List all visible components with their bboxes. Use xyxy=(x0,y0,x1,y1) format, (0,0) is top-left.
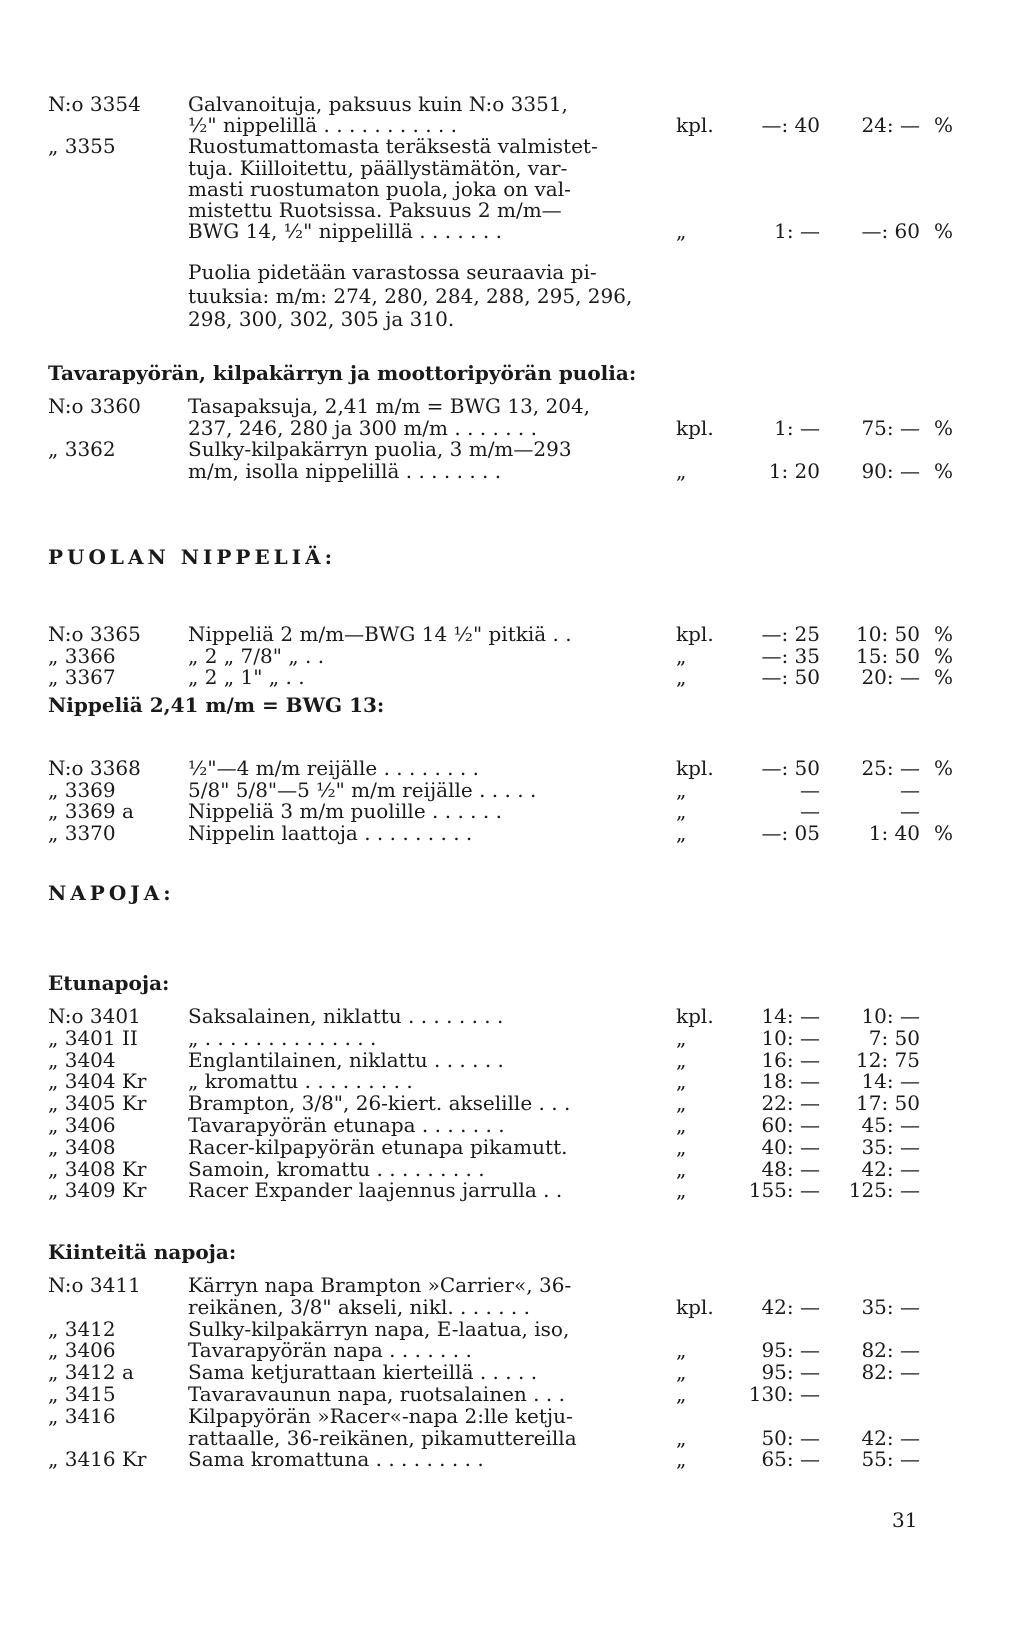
item-unit: kpl. xyxy=(676,113,714,138)
percent-sign: % xyxy=(934,820,954,845)
item-description: Tavaravaunun napa, ruotsalainen . . . xyxy=(188,1382,565,1406)
item-description: Tavarapyörän etunapa . . . . . . . xyxy=(188,1113,505,1137)
catalog-row xyxy=(0,1404,1024,1428)
item-unit: „ xyxy=(676,219,687,244)
percent-sign: % xyxy=(934,458,954,483)
price-each: 60: — xyxy=(761,1113,820,1137)
price-each: 130: — xyxy=(748,1382,820,1406)
heading-puolan-nippelia: PUOLAN NIPPELIÄ: xyxy=(48,545,337,569)
price-per-hundred: 24: — xyxy=(861,113,920,138)
item-code: „ 3362 xyxy=(48,437,116,462)
item-description: Nippelin laattoja . . . . . . . . . xyxy=(188,820,473,845)
price-each: 22: — xyxy=(761,1091,820,1116)
price-per-hundred: 14: — xyxy=(861,1069,920,1094)
price-per-hundred: 75: — xyxy=(861,415,920,440)
item-description: Tasapaksuja, 2,41 m/m = BWG 13, 204, xyxy=(188,394,591,418)
price-per-hundred: 45: — xyxy=(861,1113,920,1137)
item-code: „ 3415 xyxy=(48,1382,116,1406)
catalog-row xyxy=(0,622,1024,646)
item-code: „ 3369 a xyxy=(48,799,134,824)
price-each: 95: — xyxy=(761,1360,820,1385)
price-per-hundred: 42: — xyxy=(861,1425,920,1450)
catalog-row xyxy=(0,665,1024,689)
price-each: 1: — xyxy=(774,219,820,244)
price-each: —: 50 xyxy=(761,665,820,690)
item-code: „ 3369 xyxy=(48,777,116,802)
item-code: „ 3370 xyxy=(48,820,116,845)
catalog-row xyxy=(0,1273,1024,1297)
price-per-hundred: 25: — xyxy=(861,756,920,780)
price-per-hundred: 90: — xyxy=(861,458,920,483)
item-code: „ 3408 Kr xyxy=(48,1156,147,1181)
item-code: „ 3405 Kr xyxy=(48,1091,147,1116)
price-per-hundred: 35: — xyxy=(861,1134,920,1159)
catalog-row xyxy=(0,1360,1024,1384)
price-per-hundred: 125: — xyxy=(848,1178,920,1203)
item-description: Brampton, 3/8", 26-kiert. akselille . . . xyxy=(188,1091,571,1116)
item-description: Kilpapyörän »Racer«-napa 2:lle ketju- xyxy=(188,1403,573,1428)
item-code: N:o 3354 xyxy=(48,92,141,116)
heading-tavarapyoran-puolia: Tavarapyörän, kilpakärryn ja moottoripyörän puolia: xyxy=(48,361,637,385)
paragraph-line xyxy=(0,260,1024,284)
percent-sign: % xyxy=(934,113,954,138)
item-description: Sulky-kilpakärryn puolia, 3 m/m—293 xyxy=(188,437,572,462)
catalog-row xyxy=(0,1317,1024,1341)
catalog-row xyxy=(0,1135,1024,1159)
price-each: —: 40 xyxy=(761,113,820,138)
item-code: N:o 3365 xyxy=(48,622,141,646)
item-description: reikänen, 3/8" akseli, nikl. . . . . . . xyxy=(188,1294,530,1319)
item-description: Kärryn napa Brampton »Carrier«, 36- xyxy=(188,1273,572,1297)
item-unit: „ xyxy=(676,1113,687,1137)
item-description: Samoin, kromattu . . . . . . . . . xyxy=(188,1156,485,1181)
catalog-row xyxy=(0,756,1024,780)
price-per-hundred: 20: — xyxy=(861,665,920,690)
item-description: m/m, isolla nippelillä . . . . . . . . xyxy=(188,458,502,483)
item-code: „ 3355 xyxy=(48,134,116,159)
item-description: BWG 14, ½" nippelillä . . . . . . . xyxy=(188,219,502,244)
price-each: 16: — xyxy=(761,1047,820,1072)
price-per-hundred: — xyxy=(900,799,920,824)
catalog-row xyxy=(0,1178,1024,1202)
price-per-hundred: 82: — xyxy=(861,1360,920,1385)
catalog-row xyxy=(0,1004,1024,1028)
item-description: Galvanoituja, paksuus kuin N:o 3351, xyxy=(188,92,568,116)
item-code: N:o 3411 xyxy=(48,1273,141,1297)
paragraph-line xyxy=(0,307,1024,331)
item-unit: kpl. xyxy=(676,756,714,780)
price-per-hundred: 7: 50 xyxy=(868,1025,920,1050)
item-code: „ 3401 II xyxy=(48,1025,138,1050)
item-code: „ 3404 xyxy=(48,1047,116,1072)
price-each: 42: — xyxy=(761,1294,820,1319)
price-per-hundred: 42: — xyxy=(861,1156,920,1181)
item-description: Nippeliä 2 m/m—BWG 14 ½" pitkiä . . xyxy=(188,622,572,646)
item-unit: kpl. xyxy=(676,415,714,440)
item-code: „ 3404 Kr xyxy=(48,1069,147,1094)
catalog-row xyxy=(0,394,1024,418)
item-code: „ 3409 Kr xyxy=(48,1178,147,1203)
item-code: „ 3367 xyxy=(48,665,116,690)
price-each: 1: — xyxy=(774,415,820,440)
price-per-hundred: —: 60 xyxy=(861,219,920,244)
item-unit: „ xyxy=(676,1069,687,1094)
catalog-row xyxy=(0,1426,1024,1450)
item-unit: „ xyxy=(676,1025,687,1050)
item-description: Ruostumattomasta teräksestä valmistet- xyxy=(188,134,598,159)
price-each: 10: — xyxy=(761,1025,820,1050)
catalog-row xyxy=(0,778,1024,802)
item-unit: „ xyxy=(676,1338,687,1363)
catalog-row xyxy=(0,219,1024,243)
price-each: 65: — xyxy=(761,1447,820,1472)
percent-sign: % xyxy=(934,643,954,668)
price-each: 14: — xyxy=(761,1004,820,1028)
item-unit: „ xyxy=(676,1091,687,1116)
price-each: —: 35 xyxy=(761,643,820,668)
price-per-hundred: 10: 50 xyxy=(856,622,920,646)
catalog-row xyxy=(0,1382,1024,1406)
item-code: „ 3412 a xyxy=(48,1360,134,1385)
item-code: „ 3412 xyxy=(48,1316,116,1341)
price-each: 18: — xyxy=(761,1069,820,1094)
item-description: Racer-kilpapyörän etunapa pikamutt. xyxy=(188,1134,568,1159)
price-per-hundred: 55: — xyxy=(861,1447,920,1472)
catalog-row xyxy=(0,1026,1024,1050)
catalog-row xyxy=(0,1113,1024,1137)
price-per-hundred: 17: 50 xyxy=(856,1091,920,1116)
item-unit: „ xyxy=(676,1047,687,1072)
item-description: Englantilainen, niklattu . . . . . . xyxy=(188,1047,504,1072)
percent-sign: % xyxy=(934,219,954,244)
paragraph-text: 298, 300, 302, 305 ja 310. xyxy=(188,307,455,331)
price-each: 40: — xyxy=(761,1134,820,1159)
item-unit: „ xyxy=(676,458,687,483)
item-unit: „ xyxy=(676,777,687,802)
item-description: Sulky-kilpakärryn napa, E-laatua, iso, xyxy=(188,1316,570,1341)
price-each: 50: — xyxy=(761,1425,820,1450)
price-each: — xyxy=(800,799,820,824)
price-each: —: 05 xyxy=(761,820,820,845)
price-each: — xyxy=(800,777,820,802)
item-description: masti ruostumaton puola, joka on val- xyxy=(188,176,571,201)
item-description: Racer Expander laajennus jarrulla . . xyxy=(188,1178,563,1203)
catalog-row xyxy=(0,437,1024,461)
item-description: „ 2 „ 7/8" „ . . xyxy=(188,643,325,668)
catalog-row xyxy=(0,459,1024,483)
item-code: „ 3366 xyxy=(48,643,116,668)
item-unit: „ xyxy=(676,1425,687,1450)
item-code: N:o 3368 xyxy=(48,756,141,780)
item-code: „ 3408 xyxy=(48,1134,116,1159)
heading-napoja: NAPOJA: xyxy=(48,881,175,905)
catalog-row xyxy=(0,416,1024,440)
item-unit: „ xyxy=(676,1134,687,1159)
item-unit: „ xyxy=(676,820,687,845)
catalog-row xyxy=(0,1447,1024,1471)
item-description: „ . . . . . . . . . . . . . . xyxy=(188,1025,377,1050)
percent-sign: % xyxy=(934,622,954,646)
price-per-hundred: 1: 40 xyxy=(868,820,920,845)
item-description: Nippeliä 3 m/m puolille . . . . . . xyxy=(188,799,502,824)
item-description: Tavarapyörän napa . . . . . . . xyxy=(188,1338,472,1363)
item-description: 237, 246, 280 ja 300 m/m . . . . . . . xyxy=(188,415,537,440)
percent-sign: % xyxy=(934,756,954,780)
paragraph-line xyxy=(0,284,1024,308)
paragraph-text: tuuksia: m/m: 274, 280, 284, 288, 295, 296, xyxy=(188,283,633,308)
catalog-row xyxy=(0,1338,1024,1362)
item-description: „ kromattu . . . . . . . . . xyxy=(188,1069,413,1094)
item-unit: „ xyxy=(676,799,687,824)
price-each: 48: — xyxy=(761,1156,820,1181)
price-per-hundred: 15: 50 xyxy=(856,643,920,668)
item-unit: „ xyxy=(676,1447,687,1472)
page-number: 31 xyxy=(892,1508,918,1532)
price-each: 1: 20 xyxy=(768,458,820,483)
percent-sign: % xyxy=(934,665,954,690)
item-description: 5/8" 5/8"—5 ½" m/m reijälle . . . . . xyxy=(188,777,537,802)
item-unit: kpl. xyxy=(676,1004,714,1028)
price-each: —: 50 xyxy=(761,756,820,780)
catalog-row xyxy=(0,1157,1024,1181)
item-description: Saksalainen, niklattu . . . . . . . . xyxy=(188,1004,504,1028)
item-description: Sama kromattuna . . . . . . . . . xyxy=(188,1447,484,1472)
price-per-hundred: 82: — xyxy=(861,1338,920,1363)
catalog-row xyxy=(0,1048,1024,1072)
price-per-hundred: — xyxy=(900,777,920,802)
price-each: 95: — xyxy=(761,1338,820,1363)
catalog-row xyxy=(0,821,1024,845)
item-unit: „ xyxy=(676,665,687,690)
paragraph-text: Puolia pidetään varastossa seuraavia pi- xyxy=(188,260,597,284)
item-code: „ 3406 xyxy=(48,1113,116,1137)
item-description: Sama ketjurattaan kierteillä . . . . . xyxy=(188,1360,538,1385)
item-unit: kpl. xyxy=(676,1294,714,1319)
percent-sign: % xyxy=(934,415,954,440)
item-unit: „ xyxy=(676,1382,687,1406)
item-description: „ 2 „ 1" „ . . xyxy=(188,665,305,690)
item-description: rattaalle, 36-reikänen, pikamuttereilla xyxy=(188,1425,577,1450)
catalog-row xyxy=(0,644,1024,668)
heading-nippelia-bwg13: Nippeliä 2,41 m/m = BWG 13: xyxy=(48,693,385,717)
price-each: —: 25 xyxy=(761,622,820,646)
catalog-row xyxy=(0,1295,1024,1319)
item-code: N:o 3360 xyxy=(48,394,141,418)
heading-etunapoja: Etunapoja: xyxy=(48,971,170,995)
item-code: „ 3416 Kr xyxy=(48,1447,147,1472)
item-description: ½" nippelillä . . . . . . . . . . . xyxy=(188,113,458,138)
item-unit: „ xyxy=(676,1178,687,1203)
item-unit: kpl. xyxy=(676,622,714,646)
catalog-row xyxy=(0,1091,1024,1115)
item-description: ½"—4 m/m reijälle . . . . . . . . xyxy=(188,756,479,780)
price-per-hundred: 35: — xyxy=(861,1294,920,1319)
price-per-hundred: 12: 75 xyxy=(856,1047,920,1072)
item-description: tuja. Kiilloitettu, päällystämätön, var- xyxy=(188,155,568,180)
item-code: „ 3406 xyxy=(48,1338,116,1363)
item-code: N:o 3401 xyxy=(48,1004,141,1028)
item-unit: „ xyxy=(676,643,687,668)
price-each: 155: — xyxy=(748,1178,820,1203)
item-code: „ 3416 xyxy=(48,1403,116,1428)
item-unit: „ xyxy=(676,1360,687,1385)
heading-kiinteita-napoja: Kiinteitä napoja: xyxy=(48,1240,237,1264)
catalog-row xyxy=(0,799,1024,823)
item-description: mistettu Ruotsissa. Paksuus 2 m/m— xyxy=(188,198,562,222)
catalog-row xyxy=(0,1069,1024,1093)
price-per-hundred: 10: — xyxy=(861,1004,920,1028)
item-unit: „ xyxy=(676,1156,687,1181)
